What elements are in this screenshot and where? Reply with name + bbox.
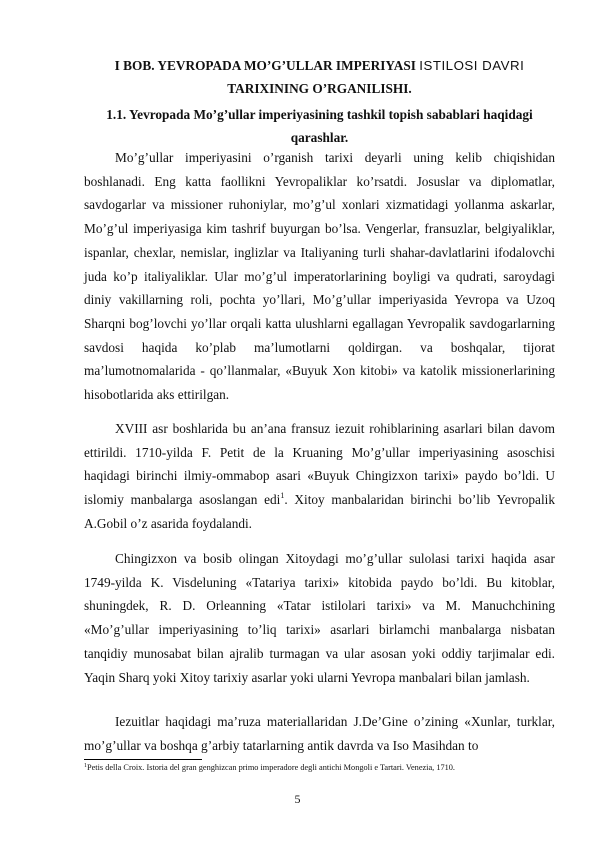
paragraph-3: Chingizxon va bosib olingan Xitoydagi mo’g’ullar sulolasi tarixi haqida asar 1749-yilda K. Visdeluning «Tatariya tarixi» kitobida paydo bo’ldi. Bu kitoblar, shuningdek, R. D. Orleanning «Tatar istilolari tarixi» va M. Manuchchining «Mo’g’ullar imperiyasining to’liq tarixi» asarlari birlamchi manbalarga nisbatan tanqidiy munosabat bilan ajralib turmagan va ular asosan yoki oddiy tarjimalar edi. Yaqin Sharq yoki Xitoy tarixiy asarlar yoki ularni Yevropa manbalari bilan jamlash. [84, 551, 555, 685]
section-title: 1.1. Yevropada Mo’g’ullar imperiyasining tashkil topish sabablari haqidagi [106, 107, 533, 122]
paragraph-1: Mo’g’ullar imperiyasini o’rganish tarixi deyarli uning kelib chiqishidan boshlanadi. Eng katta faollikni Yevropaliklar ko’rsatdi. Josuslar va diplomatlar, savdogarlar va missioner ruhoniylar, mo’g’ul xonlari xizmatidagi yollanma askarlar, Mo’g’ul imperiyasiga kim tashrif buyurgan bo’lsa. Vengerlar, fransuzlar, belgiyaliklar, ispanlar, chexlar, nemislar, inglizlar va Italiyaning turli shahar-davlatlarini ifodalovchi juda ko’p italiyaliklar. Ular mo’g’ul imperatorlarining boyligi va qudrati, saroydagi diniy vakillarning roli, pochta yo’llari, Mo’g’ullar imperiyasida Yevropa va Uzoq Sharqni bog’lovchi yo’llar orqali katta ulushlarni egallagan Yevropalik savdogarlarning savdosi haqida ko’plab ma’lumotlarni qoldirgan. va boshqalar, tijorat ma’lumotnomalarida - qo’llanmalar, «Buyuk Xon kitobi» va katolik missionerlarining hisobotlarida aks ettirilgan. [84, 150, 555, 403]
chapter-title [84, 54, 555, 77]
chapter-title-line2: TARIXINING O’RGANILISHI. [227, 81, 412, 96]
chapter-title-tail: ISTILOSI DAVRI [419, 58, 525, 73]
paragraph-2 [84, 417, 555, 536]
paragraph-2-text-b: . Xitoy manbalaridan birinchi bo’lib Yevropalik A.Gobil o’z asarida foydalandi. [84, 492, 556, 531]
page-body [84, 0, 555, 842]
section-title-line2: qarashlar. [290, 130, 349, 145]
footnote-divider [84, 759, 202, 760]
paragraph-2-text-a: XVIII asr boshlarida bu an’ana fransuz iezuit rohiblarining asarlari bilan davom ettirildi. 1710-yilda F. Petit de la Kruaning Mo’g’ullar imperiyasining asoschisi haqidagi birinchi ilmiy-ommabop asari «Buyuk Chingizxon tarixi» paydo bo’ldi. U islomiy manbalarga asoslangan edi [84, 421, 555, 508]
chapter-title-bold: I BOB. YEVROPADA MO’G’ULLAR IMPERIYASI [114, 58, 416, 73]
footnote-marker: 1 [84, 763, 87, 769]
page-number: 5 [294, 792, 301, 806]
footnote-text: Petis della Croix. Istoria del gran genghizcan primo imperadore degli antichi Mongoli e Tartari. Venezia, 1710. [87, 763, 455, 772]
paragraph-4: Iezuitlar haqidagi ma’ruza materiallaridan J.De’Gine o’zining «Xunlar, turklar, mo’g’ullar va boshqa g’arbiy tatarlarning antik davrda va Iso Masihdan to [84, 714, 555, 753]
footnote-reference[interactable]: 1 [280, 491, 285, 501]
footnote [84, 762, 555, 773]
